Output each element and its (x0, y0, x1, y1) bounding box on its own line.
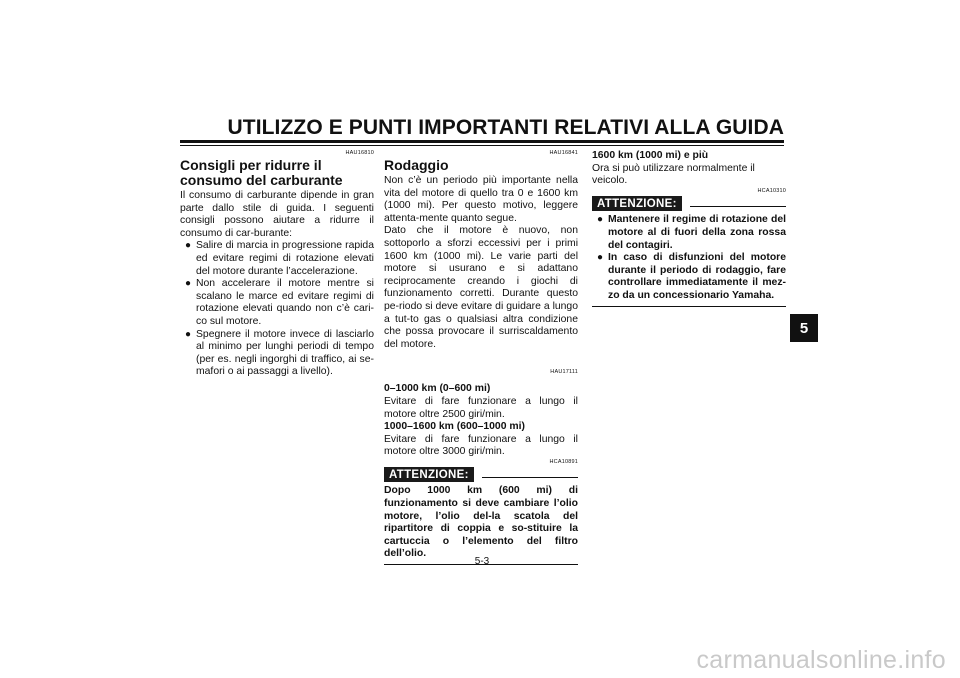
bullet-icon: ● (185, 328, 192, 340)
list-item-text: Mantenere il regime di rotazione del motore al di fuori della zona rossa del contagiri. (608, 214, 786, 251)
break-in-para-2: Dato che il motore è nuovo, non sottoporlo a sforzi eccessivi per i primi 1600 km (1000 mi). Le varie parti del motore si usurano e si adattano reciprocamente creando i giochi di funzionamento corretti. Durante questo pe-riodo si deve evitare di guidare a lungo a tut-to gas o qualsiasi altra condizione che possa provocare il surriscaldamento del motore. (384, 225, 578, 350)
column-break-in (384, 150, 578, 565)
list-item (185, 328, 374, 379)
watermark: carmanualsonline.info (696, 646, 946, 674)
section-heading-break-in: Rodaggio (384, 157, 449, 173)
warning-rule (482, 477, 578, 478)
section-code: HAU16841 (549, 150, 578, 156)
page-number: 5-3 (474, 556, 490, 567)
list-item (597, 214, 786, 252)
warning-text: Dopo 1000 km (600 mi) di funzionamento si deve cambiare l’olio motore, l’olio del-la scatola del ripartitore di coppia e so-stituire la cartuccia o l’elemento del filtro dell’olio. (384, 485, 578, 560)
list-item (185, 278, 374, 328)
section-code: HAU16810 (345, 150, 374, 156)
list-item-text: Salire di marcia in progressione rapida ed evitare regimi di rotazione elevati del motore durante l’accelerazione. (196, 240, 374, 277)
break-in-stage-2-text: Evitare di fare funzionare a lungo il motore oltre 3000 giri/min. (384, 433, 578, 458)
list-item-text: In caso di disfunzioni del motore durante il periodo di rodaggio, fare controllare immediatamente il mez-zo da un concessionario Yamaha. (608, 252, 786, 301)
list-item (185, 240, 374, 278)
chapter-tab[interactable]: 5 (790, 314, 818, 342)
header-rule-thick (180, 140, 784, 143)
warning-end-rule (592, 306, 786, 307)
header-rule-thin (180, 145, 784, 146)
warning-list (592, 214, 786, 302)
break-in-stage-1-title: 0–1000 km (0–600 mi) (384, 383, 491, 395)
warning-code: HCA10891 (549, 458, 578, 465)
break-in-para-1: Non c’è un periodo più importante nella vita del motore di quello tra 0 e 1600 km (1000 mi). Per questo motivo, leggere attenta-mente quanto segue. (384, 175, 578, 224)
bullet-icon: ● (185, 278, 192, 290)
section-code: HAU17111 (550, 369, 578, 376)
bullet-icon: ● (185, 240, 192, 252)
warning-header (384, 467, 578, 483)
break-in-stage-3-title: 1600 km (1000 mi) e più (592, 150, 709, 161)
break-in-stage-2-title: 1000–1600 km (600–1000 mi) (384, 421, 525, 433)
section-heading-fuel: Consigli per ridurre il consumo del carburante (180, 157, 343, 188)
list-item-text: Non accelerare il motore mentre si scalano le marce ed evitare regimi di rotazione elevati quando non c’è cari-co sul motore. (196, 278, 374, 327)
break-in-stage-1-text: Evitare di fare funzionare a lungo il motore oltre 2500 giri/min. (384, 395, 578, 420)
warning-rule (690, 206, 786, 207)
break-in-stage-3-text: Ora si può utilizzare normalmente il veicolo. (592, 162, 755, 187)
column-after-break-in (592, 150, 786, 307)
list-item-text: Spegnere il motore invece di lasciarlo al minimo per lunghi periodi di tempo (per es. negli ingorghi di traffico, ai se-mafori o ai passaggi a livello). (196, 328, 374, 378)
fuel-tips-list (180, 240, 374, 379)
fuel-intro: Il consumo di carburante dipende in gran parte dallo stile di guida. I seguenti consigli possono aiutare a ridurre il consumo di car-burante: (180, 190, 374, 239)
bullet-icon: ● (597, 214, 604, 226)
bullet-icon: ● (597, 252, 604, 264)
warning-header (592, 196, 786, 212)
page-title: UTILIZZO E PUNTI IMPORTANTI RELATIVI ALLA GUIDA (227, 116, 784, 139)
list-item (597, 252, 786, 302)
warning-label: ATTENZIONE: (592, 196, 682, 212)
warning-label: ATTENZIONE: (384, 467, 474, 483)
column-fuel-tips (180, 150, 374, 379)
warning-code: HCA10310 (757, 187, 786, 194)
